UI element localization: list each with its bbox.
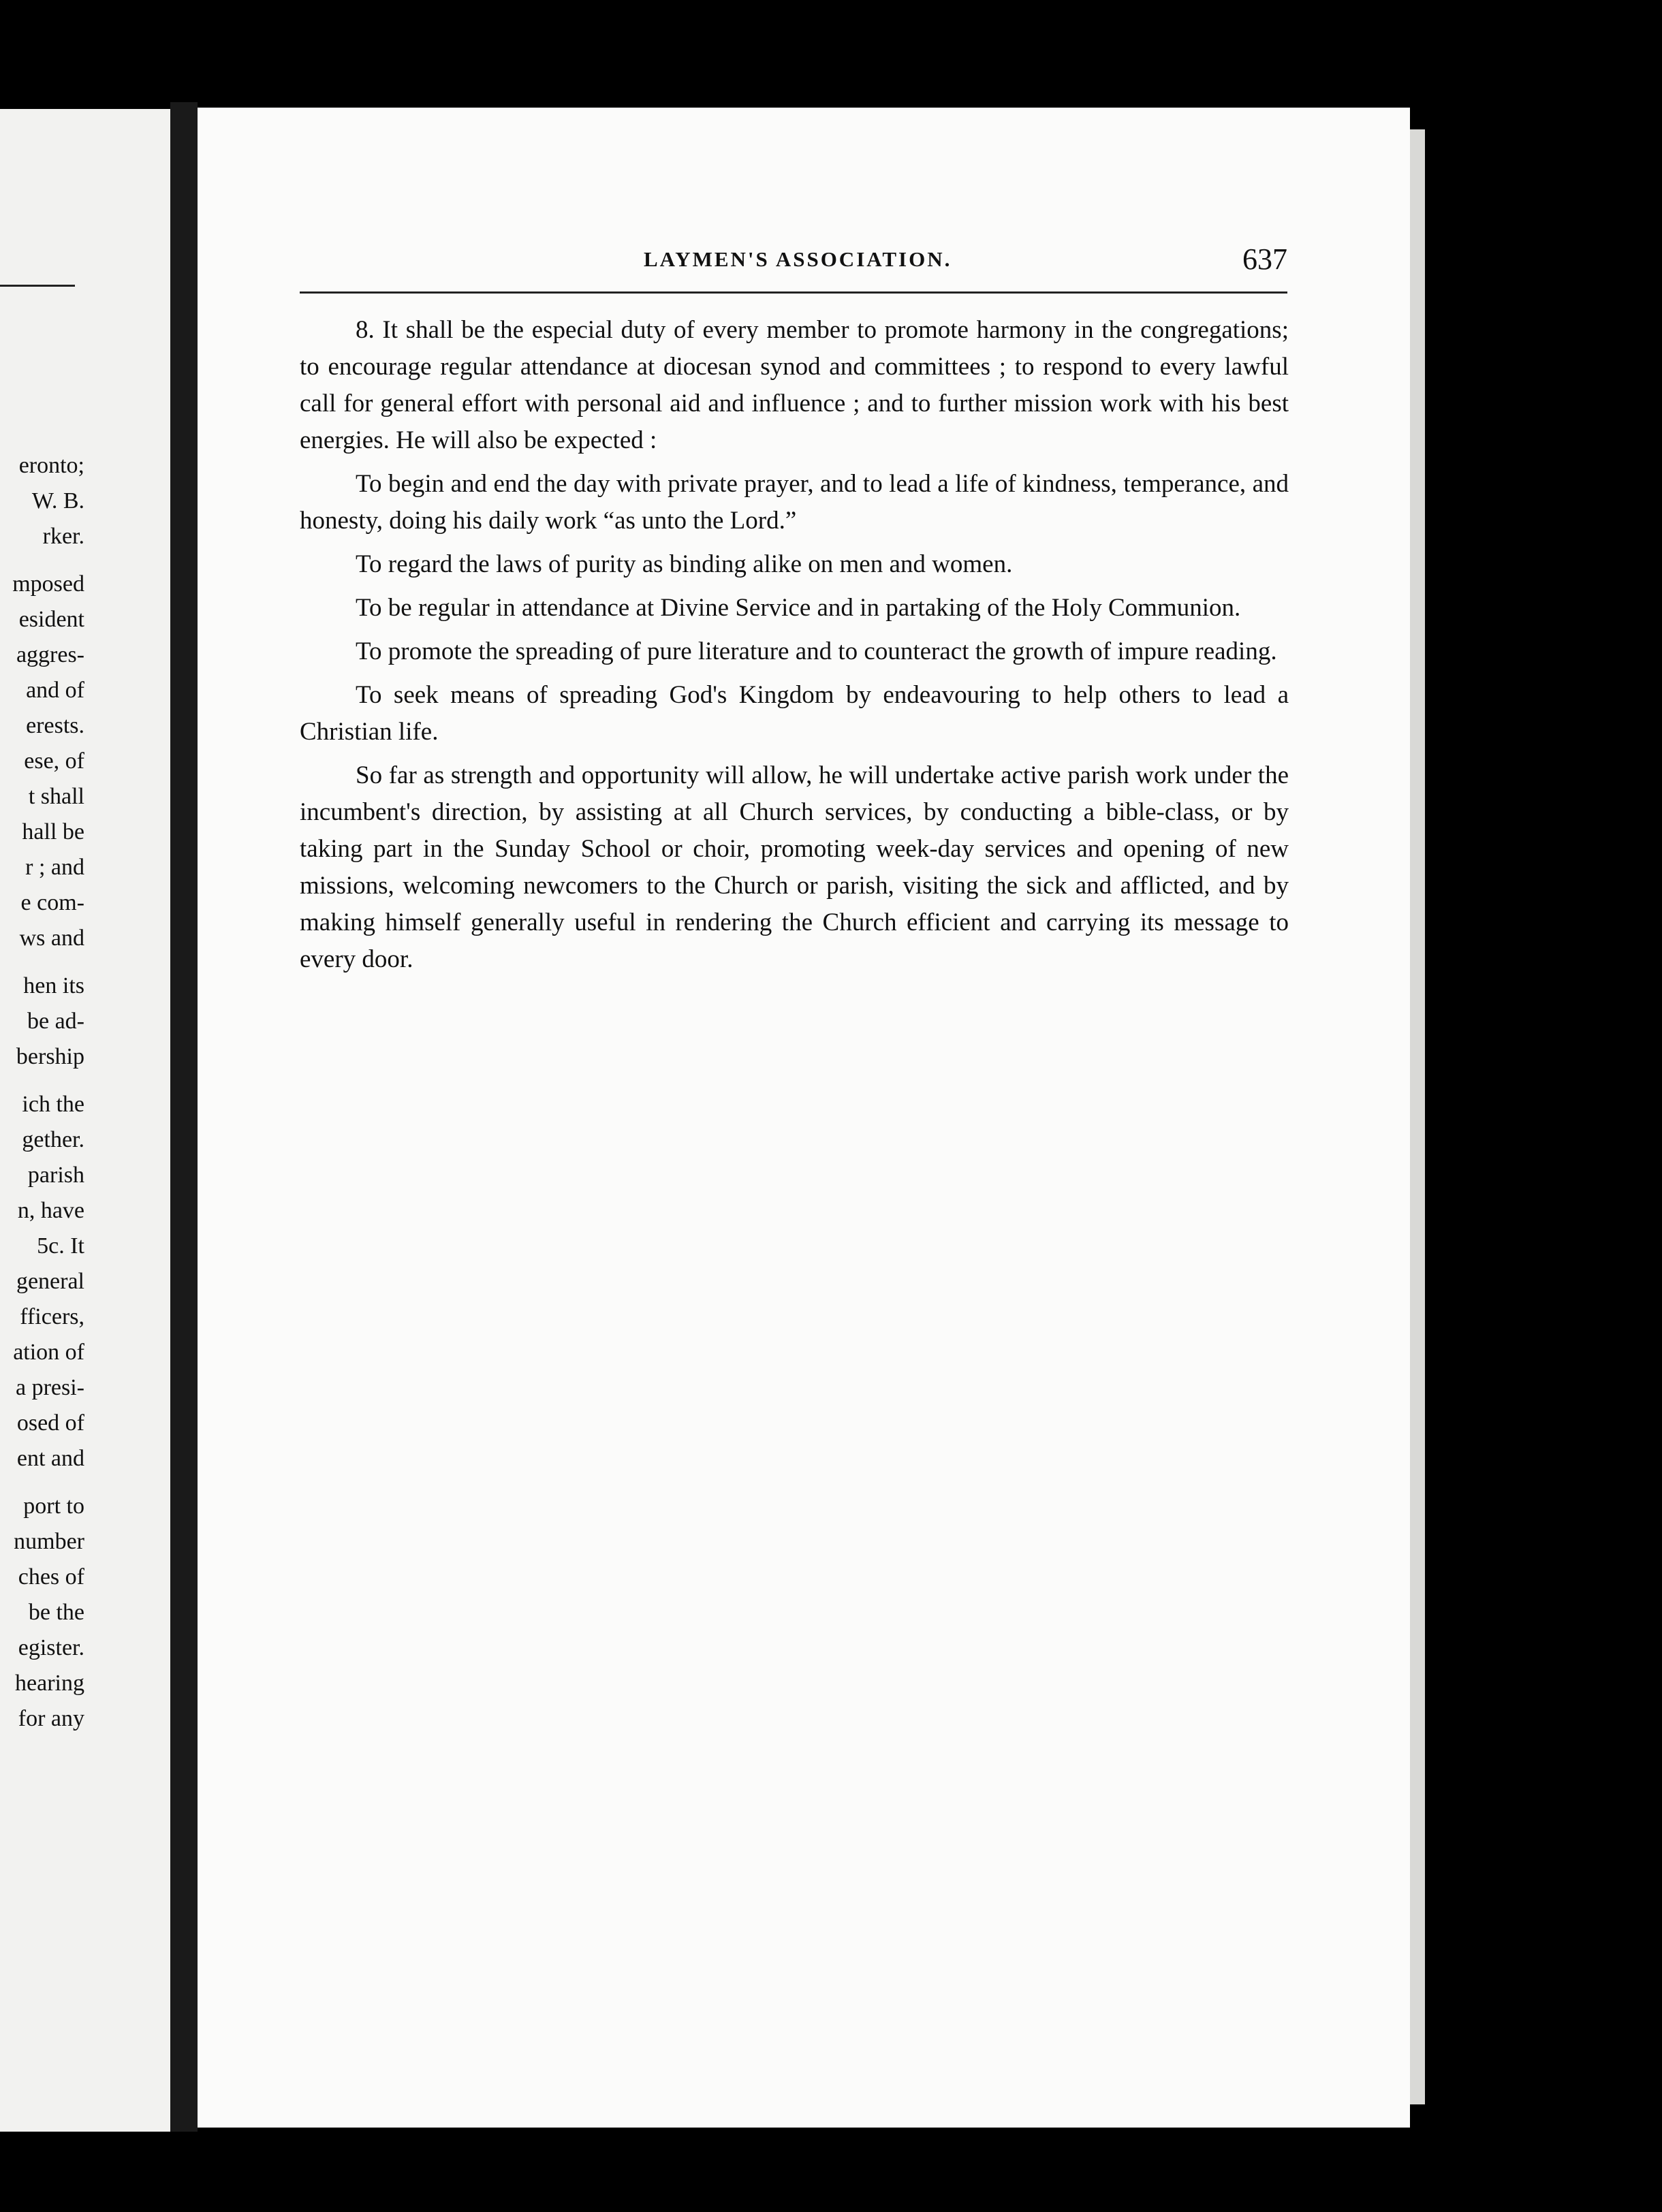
page-number: 637 bbox=[1242, 242, 1287, 276]
left-page-line: fficers, bbox=[20, 1304, 84, 1329]
left-page-line: hall be bbox=[22, 819, 84, 844]
book-binding bbox=[170, 102, 198, 2132]
left-page-line: ws and bbox=[19, 926, 84, 951]
left-page-line: t shall bbox=[28, 784, 84, 809]
left-page-line: mposed bbox=[12, 571, 84, 597]
left-page-line: hearing bbox=[15, 1671, 84, 1696]
body-text bbox=[300, 312, 1289, 985]
left-page-line: general bbox=[16, 1269, 84, 1294]
left-page-line: ich the bbox=[22, 1092, 84, 1117]
left-page-line bbox=[0, 1476, 84, 1489]
left-page-line: erests. bbox=[26, 713, 84, 738]
left-page-line: be ad- bbox=[27, 1009, 84, 1034]
left-page-line: bership bbox=[16, 1044, 84, 1069]
paragraph: To regard the laws of purity as binding alike on men and women. bbox=[356, 550, 1013, 578]
left-page-line: and of bbox=[26, 678, 84, 703]
left-page-line: ation of bbox=[13, 1340, 84, 1365]
left-page-text bbox=[0, 448, 84, 1737]
left-page-line: be the bbox=[28, 1600, 84, 1625]
paragraph: To begin and end the day with private prayer, and to lead a life of kindness, temperance, and honesty, doing his daily work “as unto the Lord.” bbox=[300, 470, 1289, 535]
left-page-line: aggres- bbox=[16, 642, 84, 667]
paragraph: To be regular in attendance at Divine Service and in partaking of the Holy Communion. bbox=[356, 594, 1241, 622]
left-page-line: n, have bbox=[17, 1198, 84, 1223]
left-page-line: W. B. bbox=[31, 488, 84, 514]
left-page-line: esident bbox=[18, 607, 84, 632]
paragraph: To seek means of spreading God's Kingdom by endeavouring to help others to lead a Christian life. bbox=[300, 681, 1289, 746]
page-edge bbox=[1410, 129, 1425, 2104]
left-page-line bbox=[0, 554, 84, 567]
left-page-line: for any bbox=[18, 1706, 84, 1731]
running-title: LAYMEN'S ASSOCIATION. bbox=[644, 247, 952, 271]
paragraph: So far as strength and opportunity will allow, he will undertake active parish work under the incumbent's direction, by assisting at all Church services, by conducting a bible-class, or by taking part in the Sunday School or choir, promoting week-day services and opening of new missions, welcoming newcomers to the Church or parish, visiting the sick and afflicted, and by making himself generally useful in rendering the Church efficient and carrying its message to every door. bbox=[300, 761, 1289, 973]
left-page-line: parish bbox=[27, 1163, 84, 1188]
left-page-line: ese, of bbox=[24, 748, 84, 774]
left-page-line: osed of bbox=[16, 1410, 84, 1436]
left-page-line: 5c. It bbox=[37, 1233, 84, 1259]
left-page-line: hen its bbox=[23, 973, 84, 998]
paragraph: 8. It shall be the especial duty of every member to promote harmony in the congregations; to encourage regular attendance at diocesan synod and committees ; to respond to every lawful call for general effort with personal aid and influence ; and to further mission work with his best energies. He will also be expected : bbox=[300, 316, 1289, 454]
left-page-line: e com- bbox=[20, 890, 84, 915]
left-page-line: port to bbox=[23, 1494, 84, 1519]
running-head bbox=[300, 242, 1287, 283]
left-page-line: egister. bbox=[18, 1635, 84, 1660]
left-page-line: gether. bbox=[22, 1127, 84, 1152]
left-page-line: r ; and bbox=[25, 855, 84, 880]
header-rule bbox=[300, 291, 1287, 294]
left-page-line: eronto; bbox=[18, 453, 84, 478]
left-page-line: ches of bbox=[18, 1564, 84, 1590]
left-page-line: a presi- bbox=[15, 1375, 84, 1400]
left-page-line: ent and bbox=[16, 1446, 84, 1471]
left-page-line: rker. bbox=[42, 524, 84, 549]
left-page-line bbox=[0, 1075, 84, 1087]
left-page-line bbox=[0, 956, 84, 968]
left-page-rule bbox=[0, 285, 75, 287]
left-page-line: number bbox=[14, 1529, 84, 1554]
paragraph: To promote the spreading of pure literature and to counteract the growth of impure reading. bbox=[356, 637, 1277, 665]
